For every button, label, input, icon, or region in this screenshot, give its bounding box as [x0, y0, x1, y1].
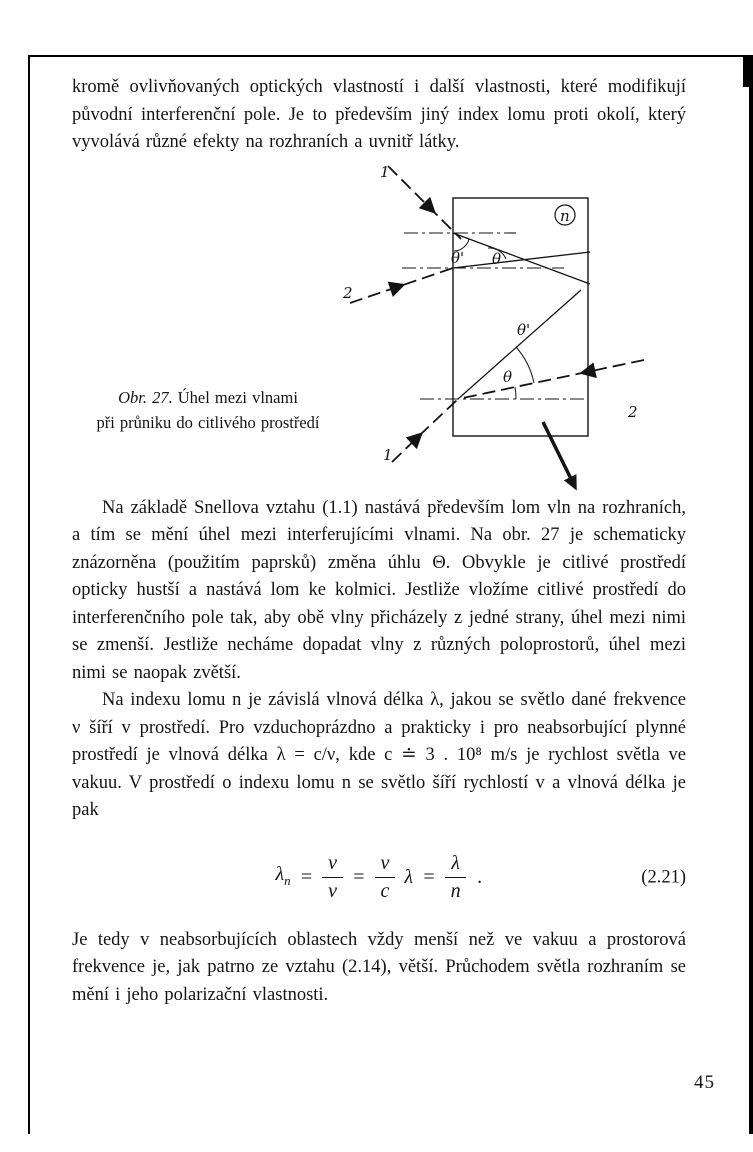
figure-caption-text-2: při průniku do citlivého prostředí [96, 412, 320, 432]
figure-diagram [328, 163, 684, 495]
angle-arc-theta-prime-lower [516, 347, 534, 383]
ray2-incident [350, 268, 453, 303]
ray1-incident [388, 166, 461, 239]
equation-2-21 [72, 847, 686, 909]
ray2-lower [458, 360, 644, 399]
eq-fraction-1: $\frac{v}{\nu}$ [322, 852, 343, 903]
eq-equals-3: = [422, 865, 436, 888]
page-number: 45 [694, 1072, 715, 1093]
figure-caption-number: Obr. 27. [118, 387, 173, 407]
figure-27 [72, 163, 686, 495]
ray2-refracted [453, 249, 590, 268]
eq-equals-1: = [299, 865, 314, 888]
ray2-left-label: 2 [343, 283, 353, 302]
eq-fraction-2: $\frac{v}{c}$ [375, 852, 396, 903]
text-column [72, 74, 686, 1009]
paragraph-2: Na základě Snellova vztahu (1.1) nastává především lom vln na rozhraních, a tím se mění úhel mezi interferujícími vlnami. Na obr. 27 je schematicky znázorněna (použitím paprsků) změna úhlu Θ. Obvykle je citlivé prostředí opticky hustší a nastává lom ke kolmici. Jestliže vložíme citlivé prostředí do interferenčního pole tak, aby obě vlny přicházely z jedné strany, úhel mezi nimi se zmenší. Jestliže necháme dopadat vlny z různých poloprostorů, úhel mezi nimi se naopak zvětší. [72, 497, 686, 683]
theta-lower-label: θ [503, 367, 513, 386]
eq-lhs: $\lambda_n$ [275, 862, 291, 888]
eq-period: . [477, 865, 483, 888]
theta-prime-lower-label: θ' [517, 320, 531, 339]
figure-caption-text-1: Úhel mezi vlnami [177, 387, 298, 407]
figure-caption [82, 385, 334, 435]
index-n-label: n [560, 206, 570, 225]
scan-border-notch [743, 57, 753, 87]
ray1-lower-label: 1 [383, 445, 393, 464]
angle-arc-theta-lower [515, 387, 516, 399]
bold-exit-arrow [543, 422, 575, 487]
eq-lambda-2: λ [404, 865, 414, 888]
ray1-lower [392, 399, 458, 462]
paragraph-3: Na indexu lomu n je závislá vlnová délka λ, jakou se světlo dané frekvence ν šíří v prostředí. Pro vzduchoprázdno a prakticky i pro neabsorbující plynné prostředí je vlnová délka λ = c/ν, kde c ≐ 3 . 10⁸ m/s je rychlost světla ve vakuu. V prostředí o indexu lomu n se světlo šíří rychlostí v a vlnová délka je pak [72, 690, 686, 820]
ray1-lower-continuation [458, 290, 581, 399]
eq-equals-2: = [352, 865, 366, 888]
paragraph-1: kromě ovlivňovaných optických vlastností i další vlastnosti, které modifikují původní interferenční pole. Je to především jiný index lomu proti okolí, který vyvolává různé efekty na rozhraních a uvnitř látky. [72, 77, 686, 152]
equation-number: (2.21) [641, 866, 686, 887]
medium-rectangle [453, 198, 588, 436]
ray1-top-label: 1 [380, 162, 390, 181]
eq-fraction-3: $\frac{\lambda}{n}$ [445, 852, 467, 903]
theta-prime-top-label: θ' [451, 248, 465, 267]
theta-top-label: θ [492, 249, 502, 268]
ray2-lower-label: 2 [628, 402, 638, 421]
paragraph-4: Je tedy v neabsorbujících oblastech vždy menší než ve vakuu a prostorová frekvence je, jak patrno ze vztahu (2.14), větší. Průchodem světla rozhraním se mění i jeho polarizační vlastnosti. [72, 929, 686, 1005]
ray1-refracted [453, 233, 590, 284]
